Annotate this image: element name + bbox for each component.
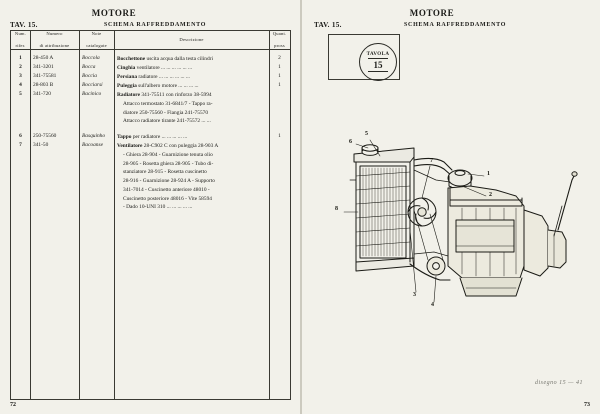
th-notes: Note catalogate <box>86 31 107 48</box>
row-1-description: Bocchettone uscita acqua dalla testa cilindri <box>117 56 213 62</box>
row-7-reference: 7 <box>19 142 22 148</box>
engine-diagram <box>310 30 591 400</box>
row-6-reference: 6 <box>19 133 22 139</box>
callout-5: 5 <box>365 131 368 137</box>
th-quantity: Quant. pross <box>272 31 287 48</box>
row-6-quantity: 1 <box>278 133 281 139</box>
row-7-description: Ventilatore 28-C902 C con puleggia 28-903 A - Ghiera 28-904 - Guarnizione tenuta olio 28-905 - Rosetta ghiera 28-905 - Tubo di- stanziatore 28-915 - Rosetta cuscinetto 28-916 - Guarnizione 28-924 A - Supporto 341-7014 - Cuscinetto anteriore 48010 - Cuscinetto posteriore 48016 - Vite 58594 - Dado 10-UNI 310 ... ... ... ... ... <box>117 143 219 211</box>
header-rule <box>11 49 290 50</box>
row-5-reference: 5 <box>19 91 22 97</box>
row-3-quantity: 1 <box>278 73 281 79</box>
tavola-stamp-box <box>328 34 400 80</box>
row-5-part-number: 341-720 <box>33 91 51 97</box>
row-7-note: Bacoanse <box>82 142 103 148</box>
row-5-description: Radiatore 341-75511 con rinforzo 38-5994 Attacco termostato 31-6841/7 - Tappo ra- diatore 250-75560 - Flangia 241-75570 Attacco radiatore tirante 241-75572 ... ... <box>117 92 213 125</box>
row-4-note: Bocciarsi <box>82 82 103 88</box>
callout-8: 8 <box>335 206 338 212</box>
row-3-note: Boccia <box>82 73 97 79</box>
tavola-stamp-circle <box>359 43 397 81</box>
th-description: Descrizione <box>179 37 204 43</box>
row-4-description: Puleggia sull'albero motore ... ... ... ... <box>117 83 199 89</box>
tavola-rule-top <box>368 58 388 59</box>
callout-7: 7 <box>430 158 433 164</box>
row-4-quantity: 1 <box>278 82 281 88</box>
row-2-reference: 2 <box>19 64 22 70</box>
plate-label-left: TAV. 15. <box>10 21 38 29</box>
page-subtitle-left: SCHEMA RAFFREDDAMENTO <box>104 22 207 28</box>
row-1-reference: 1 <box>19 55 22 61</box>
row-3-description: Persiana radiatore ... ... ... ... ... ... <box>117 74 190 80</box>
tavola-rule-bottom <box>368 71 388 72</box>
row-1-quantity: 2 <box>278 55 281 61</box>
page-number-right: 73 <box>584 402 590 408</box>
plate-signature: disegno 15 — 41 <box>535 380 583 386</box>
row-3-part-number: 341-75581 <box>33 73 57 79</box>
callout-2: 2 <box>489 192 492 198</box>
plate-label-right: TAV. 15. <box>314 21 342 29</box>
callout-1: 1 <box>487 171 490 177</box>
page-subtitle-right: SCHEMA RAFFREDDAMENTO <box>404 22 507 28</box>
row-5-note: Bacinico <box>82 91 102 97</box>
page-title-left: MOTORE <box>91 8 137 18</box>
callout-6: 6 <box>349 139 352 145</box>
row-2-note: Bocca <box>82 64 96 70</box>
row-2-quantity: 1 <box>278 64 281 70</box>
page-number-left: 72 <box>10 402 16 408</box>
callout-4: 4 <box>431 302 434 308</box>
row-6-part-number: 250-75560 <box>33 133 57 139</box>
row-4-part-number: 28-803 B <box>33 82 54 88</box>
row-1-note: Boccola <box>82 55 100 61</box>
callout-3: 3 <box>413 292 416 298</box>
page-title-right: MOTORE <box>409 8 455 18</box>
row-6-note: Basquinho <box>82 133 106 139</box>
row-7-part-number: 341-50 <box>33 142 49 148</box>
row-6-description: Tappo per radiatore ... ... ... ... ... <box>117 134 188 140</box>
right-page <box>300 0 600 414</box>
th-part-number: Numero di attribuzione <box>39 31 70 48</box>
tavola-word: TAVOLA <box>366 51 390 57</box>
row-3-reference: 3 <box>19 73 22 79</box>
row-1-part-number: 28-450 A <box>33 55 54 61</box>
row-4-reference: 4 <box>19 82 22 88</box>
tavola-number: 15 <box>373 59 383 70</box>
th-reference: Num. rifer. <box>14 31 27 48</box>
engine-line-drawing <box>310 30 591 400</box>
parts-table <box>10 30 291 400</box>
row-2-part-number: 341-3201 <box>33 64 54 70</box>
row-2-description: Cinghia ventilatore ... ... ... ... ... ... <box>117 65 193 71</box>
